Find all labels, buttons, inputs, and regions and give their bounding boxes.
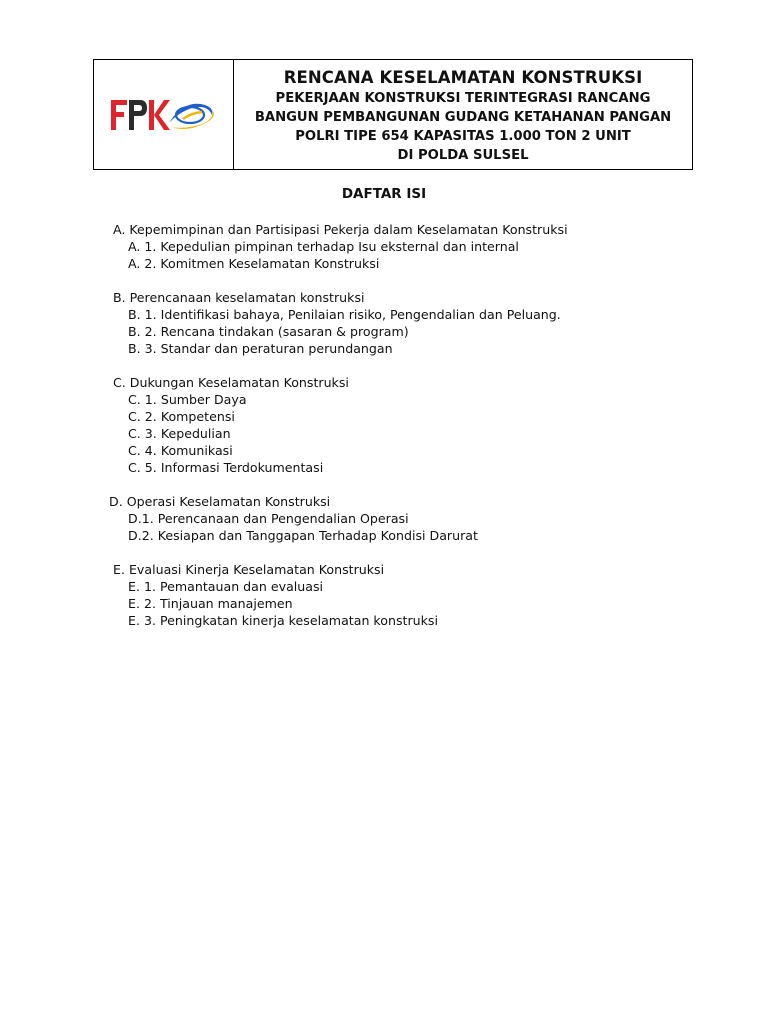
document-subtitle-line-2: BANGUN PEMBANGUNAN GUDANG KETAHANAN PANGAN	[254, 109, 672, 125]
toc-item: C. 1. Sumber Daya	[128, 392, 247, 407]
toc-section-title: C. Dukungan Keselamatan Konstruksi	[113, 375, 349, 390]
toc-item: D.2. Kesiapan dan Tanggapan Terhadap Kondisi Darurat	[128, 528, 478, 543]
document-subtitle-line-4: DI POLDA SULSEL	[397, 147, 529, 163]
company-logo	[109, 95, 219, 135]
toc-item: B. 2. Rencana tindakan (sasaran & program)	[128, 324, 409, 339]
toc-section-b	[0, 289, 768, 357]
toc-section-title: B. Perencanaan keselamatan konstruksi	[113, 290, 365, 305]
logo-cell	[94, 60, 234, 169]
toc-item: A. 2. Komitmen Keselamatan Konstruksi	[128, 256, 380, 271]
toc-item: C. 2. Kompetensi	[128, 409, 235, 424]
toc-item: C. 5. Informasi Terdokumentasi	[128, 460, 324, 475]
toc-item: E. 3. Peningkatan kinerja keselamatan konstruksi	[128, 613, 438, 628]
toc-section-c	[0, 374, 768, 476]
toc-section-title: E. Evaluasi Kinerja Keselamatan Konstruksi	[113, 562, 385, 577]
table-of-contents	[0, 221, 768, 646]
document-subtitle-line-3: POLRI TIPE 654 KAPASITAS 1.000 TON 2 UNIT	[295, 128, 631, 144]
toc-item: B. 3. Standar dan peraturan perundangan	[128, 341, 393, 356]
toc-item: A. 1. Kepedulian pimpinan terhadap Isu eksternal dan internal	[128, 239, 519, 254]
toc-section-title: D. Operasi Keselamatan Konstruksi	[109, 494, 331, 509]
toc-item: E. 2. Tinjauan manajemen	[128, 596, 293, 611]
toc-item: E. 1. Pemantauan dan evaluasi	[128, 579, 324, 594]
document-title: RENCANA KESELAMATAN KONSTRUKSI	[283, 67, 643, 87]
title-cell	[234, 60, 692, 169]
document-header	[93, 59, 693, 170]
toc-item: B. 1. Identifikasi bahaya, Penilaian risiko, Pengendalian dan Peluang.	[128, 307, 561, 322]
toc-item: C. 4. Komunikasi	[128, 443, 233, 458]
document-subtitle-line-1: PEKERJAAN KONSTRUKSI TERINTEGRASI RANCANG	[275, 90, 651, 106]
toc-heading: DAFTAR ISI	[341, 186, 427, 202]
toc-item: D.1. Perencanaan dan Pengendalian Operasi	[128, 511, 409, 526]
toc-item: C. 3. Kepedulian	[128, 426, 231, 441]
toc-section-d	[0, 493, 768, 544]
toc-section-title: A. Kepemimpinan dan Partisipasi Pekerja dalam Keselamatan Konstruksi	[113, 222, 568, 237]
toc-section-e	[0, 561, 768, 629]
toc-section-a	[0, 221, 768, 272]
